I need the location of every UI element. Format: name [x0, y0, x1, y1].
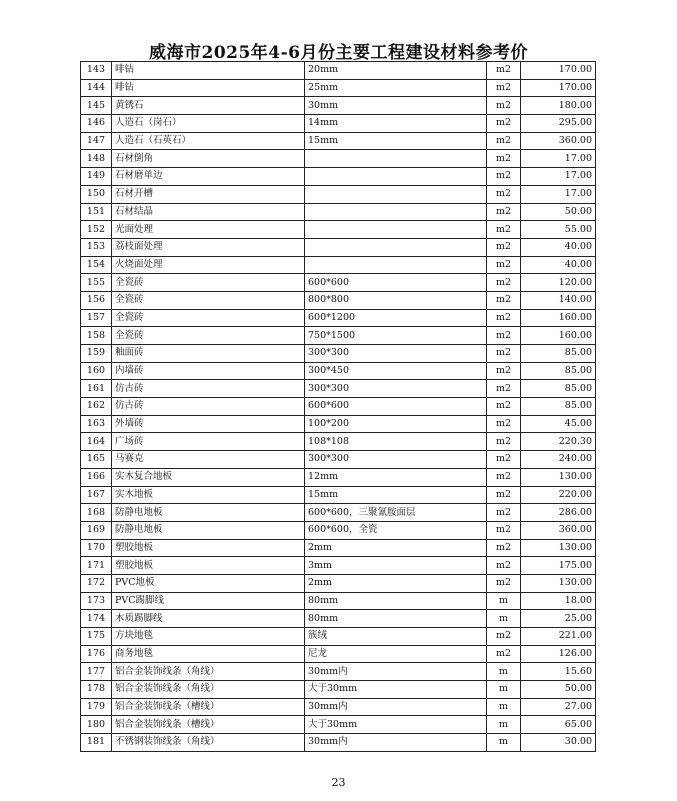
material-name-cell: 马赛克 [112, 451, 305, 469]
table-row [81, 468, 596, 486]
unit-cell: m2 [487, 415, 521, 433]
specification-cell: 25mm [305, 79, 487, 97]
unit-cell: m2 [487, 97, 521, 115]
material-name-cell: 塑胶地板 [112, 539, 305, 557]
table-row [81, 592, 596, 610]
material-name-cell: 火烧面处理 [112, 256, 305, 274]
item-number-cell: 170 [81, 539, 112, 557]
specification-cell: 30mm [305, 97, 487, 115]
table-row [81, 521, 596, 539]
table-row [81, 734, 596, 752]
item-number-cell: 143 [81, 62, 112, 80]
specification-cell: 尼龙 [305, 645, 487, 663]
material-name-cell: 商务地毯 [112, 645, 305, 663]
material-name-cell: 全瓷砖 [112, 291, 305, 309]
material-name-cell: 仿古砖 [112, 380, 305, 398]
material-name-cell: 石材磨单边 [112, 168, 305, 186]
table-row [81, 291, 596, 309]
specification-cell: 300*300 [305, 380, 487, 398]
table-row [81, 451, 596, 469]
table-row [81, 716, 596, 734]
specification-cell: 30mm内 [305, 663, 487, 681]
material-name-cell: 方块地毯 [112, 628, 305, 646]
table-row [81, 97, 596, 115]
reference-price-cell: 170.00 [521, 62, 596, 80]
item-number-cell: 157 [81, 309, 112, 327]
unit-cell: m2 [487, 115, 521, 133]
specification-cell [305, 256, 487, 274]
material-name-cell: 全瓷砖 [112, 327, 305, 345]
unit-cell: m [487, 716, 521, 734]
unit-cell: m2 [487, 203, 521, 221]
item-number-cell: 172 [81, 574, 112, 592]
table-row [81, 398, 596, 416]
table-row [81, 132, 596, 150]
material-name-cell: 实木地板 [112, 486, 305, 504]
specification-cell: 2mm [305, 539, 487, 557]
unit-cell: m2 [487, 238, 521, 256]
specification-cell [305, 238, 487, 256]
material-name-cell: 塑胶地板 [112, 557, 305, 575]
table-row [81, 415, 596, 433]
reference-price-cell: 170.00 [521, 79, 596, 97]
item-number-cell: 156 [81, 291, 112, 309]
material-name-cell: 铝合金装饰线条（角线） [112, 681, 305, 699]
material-name-cell: 铝合金装饰线条（角线） [112, 663, 305, 681]
item-number-cell: 174 [81, 610, 112, 628]
table-row [81, 256, 596, 274]
unit-cell: m2 [487, 451, 521, 469]
specification-cell: 80mm [305, 610, 487, 628]
reference-price-cell: 85.00 [521, 362, 596, 380]
material-name-cell: 仿古砖 [112, 398, 305, 416]
unit-cell: m2 [487, 380, 521, 398]
reference-price-cell: 140.00 [521, 291, 596, 309]
material-name-cell: 外墙砖 [112, 415, 305, 433]
specification-cell: 12mm [305, 468, 487, 486]
table-row [81, 698, 596, 716]
reference-price-cell: 55.00 [521, 221, 596, 239]
unit-cell: m [487, 681, 521, 699]
reference-price-cell: 85.00 [521, 380, 596, 398]
price-table [80, 61, 596, 752]
specification-cell: 800*800 [305, 291, 487, 309]
reference-price-cell: 160.00 [521, 309, 596, 327]
table-row [81, 380, 596, 398]
reference-price-cell: 286.00 [521, 504, 596, 522]
reference-price-cell: 45.00 [521, 415, 596, 433]
table-row [81, 557, 596, 575]
unit-cell: m2 [487, 433, 521, 451]
material-name-cell: 釉面砖 [112, 345, 305, 363]
table-row [81, 238, 596, 256]
specification-cell [305, 203, 487, 221]
table-row [81, 628, 596, 646]
reference-price-cell: 65.00 [521, 716, 596, 734]
item-number-cell: 144 [81, 79, 112, 97]
item-number-cell: 149 [81, 168, 112, 186]
unit-cell: m2 [487, 362, 521, 380]
reference-price-cell: 360.00 [521, 132, 596, 150]
material-name-cell: 黄锈石 [112, 97, 305, 115]
item-number-cell: 169 [81, 521, 112, 539]
unit-cell: m2 [487, 79, 521, 97]
unit-cell: m2 [487, 504, 521, 522]
page-title: 威海市2025年4-6月份主要工程建设材料参考价 [148, 43, 529, 63]
specification-cell: 大于30mm [305, 681, 487, 699]
unit-cell: m2 [487, 645, 521, 663]
material-name-cell: PVC地板 [112, 574, 305, 592]
material-name-cell: 实木复合地板 [112, 468, 305, 486]
unit-cell: m2 [487, 521, 521, 539]
reference-price-cell: 175.00 [521, 557, 596, 575]
table-row [81, 433, 596, 451]
unit-cell: m2 [487, 132, 521, 150]
table-row [81, 539, 596, 557]
reference-price-cell: 130.00 [521, 574, 596, 592]
specification-cell: 600*600，三聚氰胺面层 [305, 504, 487, 522]
material-name-cell: 光面处理 [112, 221, 305, 239]
item-number-cell: 166 [81, 468, 112, 486]
unit-cell: m2 [487, 398, 521, 416]
reference-price-cell: 50.00 [521, 203, 596, 221]
unit-cell: m2 [487, 256, 521, 274]
table-row [81, 504, 596, 522]
item-number-cell: 164 [81, 433, 112, 451]
unit-cell: m2 [487, 628, 521, 646]
reference-price-cell: 17.00 [521, 168, 596, 186]
reference-price-cell: 120.00 [521, 274, 596, 292]
material-name-cell: 石材开槽 [112, 185, 305, 203]
table-row [81, 115, 596, 133]
item-number-cell: 154 [81, 256, 112, 274]
reference-price-cell: 30.00 [521, 734, 596, 752]
specification-cell: 108*108 [305, 433, 487, 451]
unit-cell: m [487, 610, 521, 628]
unit-cell: m2 [487, 309, 521, 327]
specification-cell: 600*600 [305, 274, 487, 292]
material-name-cell: 广场砖 [112, 433, 305, 451]
item-number-cell: 147 [81, 132, 112, 150]
material-name-cell: 全瓷砖 [112, 309, 305, 327]
specification-cell: 3mm [305, 557, 487, 575]
material-name-cell: 防静电地板 [112, 504, 305, 522]
material-name-cell: 石材结晶 [112, 203, 305, 221]
unit-cell: m2 [487, 274, 521, 292]
reference-price-cell: 27.00 [521, 698, 596, 716]
item-number-cell: 165 [81, 451, 112, 469]
specification-cell: 30mm内 [305, 734, 487, 752]
specification-cell: 30mm内 [305, 698, 487, 716]
reference-price-cell: 126.00 [521, 645, 596, 663]
material-name-cell: 人造石（石英石） [112, 132, 305, 150]
item-number-cell: 150 [81, 185, 112, 203]
reference-price-cell: 240.00 [521, 451, 596, 469]
material-name-cell: 内墙砖 [112, 362, 305, 380]
reference-price-cell: 40.00 [521, 238, 596, 256]
reference-price-cell: 50.00 [521, 681, 596, 699]
table-row [81, 681, 596, 699]
material-name-cell: 石材倒角 [112, 150, 305, 168]
item-number-cell: 175 [81, 628, 112, 646]
table-row [81, 221, 596, 239]
item-number-cell: 181 [81, 734, 112, 752]
material-name-cell: 啡钻 [112, 79, 305, 97]
item-number-cell: 173 [81, 592, 112, 610]
specification-cell: 300*450 [305, 362, 487, 380]
reference-price-cell: 360.00 [521, 521, 596, 539]
material-name-cell: 防静电地板 [112, 521, 305, 539]
table-row [81, 274, 596, 292]
reference-price-cell: 15.60 [521, 663, 596, 681]
reference-price-cell: 220.00 [521, 486, 596, 504]
unit-cell: m2 [487, 574, 521, 592]
item-number-cell: 145 [81, 97, 112, 115]
reference-price-cell: 220.30 [521, 433, 596, 451]
table-row [81, 203, 596, 221]
item-number-cell: 158 [81, 327, 112, 345]
unit-cell: m2 [487, 327, 521, 345]
specification-cell: 750*1500 [305, 327, 487, 345]
table-row [81, 185, 596, 203]
item-number-cell: 153 [81, 238, 112, 256]
material-name-cell: 全瓷砖 [112, 274, 305, 292]
table-row [81, 150, 596, 168]
specification-cell: 大于30mm [305, 716, 487, 734]
item-number-cell: 171 [81, 557, 112, 575]
unit-cell: m2 [487, 557, 521, 575]
specification-cell: 300*300 [305, 345, 487, 363]
unit-cell: m2 [487, 150, 521, 168]
material-name-cell: 铝合金装饰线条（槽线） [112, 698, 305, 716]
unit-cell: m [487, 663, 521, 681]
table-row [81, 610, 596, 628]
specification-cell [305, 185, 487, 203]
specification-cell: 20mm [305, 62, 487, 80]
reference-price-cell: 160.00 [521, 327, 596, 345]
table-row [81, 309, 596, 327]
reference-price-cell: 130.00 [521, 539, 596, 557]
item-number-cell: 160 [81, 362, 112, 380]
table-row [81, 79, 596, 97]
item-number-cell: 177 [81, 663, 112, 681]
unit-cell: m [487, 698, 521, 716]
table-row [81, 168, 596, 186]
unit-cell: m2 [487, 291, 521, 309]
material-name-cell: 铝合金装饰线条（槽线） [112, 716, 305, 734]
reference-price-cell: 295.00 [521, 115, 596, 133]
unit-cell: m2 [487, 168, 521, 186]
specification-cell: 15mm [305, 486, 487, 504]
material-name-cell: 人造石（岗石） [112, 115, 305, 133]
table-row [81, 663, 596, 681]
reference-price-cell: 180.00 [521, 97, 596, 115]
item-number-cell: 168 [81, 504, 112, 522]
item-number-cell: 151 [81, 203, 112, 221]
item-number-cell: 161 [81, 380, 112, 398]
table-row [81, 327, 596, 345]
unit-cell: m2 [487, 539, 521, 557]
reference-price-cell: 85.00 [521, 345, 596, 363]
reference-price-cell: 18.00 [521, 592, 596, 610]
reference-price-cell: 85.00 [521, 398, 596, 416]
unit-cell: m2 [487, 62, 521, 80]
specification-cell: 80mm [305, 592, 487, 610]
unit-cell: m2 [487, 345, 521, 363]
item-number-cell: 152 [81, 221, 112, 239]
unit-cell: m2 [487, 221, 521, 239]
material-name-cell: 荔枝面处理 [112, 238, 305, 256]
table-row [81, 645, 596, 663]
item-number-cell: 163 [81, 415, 112, 433]
item-number-cell: 167 [81, 486, 112, 504]
reference-price-cell: 40.00 [521, 256, 596, 274]
unit-cell: m2 [487, 486, 521, 504]
material-name-cell: 木质踢脚线 [112, 610, 305, 628]
specification-cell: 2mm [305, 574, 487, 592]
specification-cell [305, 168, 487, 186]
unit-cell: m2 [487, 185, 521, 203]
specification-cell: 300*300 [305, 451, 487, 469]
specification-cell [305, 150, 487, 168]
item-number-cell: 178 [81, 681, 112, 699]
specification-cell: 15mm [305, 132, 487, 150]
item-number-cell: 180 [81, 716, 112, 734]
reference-price-cell: 221.00 [521, 628, 596, 646]
page-number: 23 [331, 776, 346, 789]
reference-price-cell: 17.00 [521, 150, 596, 168]
table-row [81, 362, 596, 380]
reference-price-cell: 25.00 [521, 610, 596, 628]
unit-cell: m [487, 734, 521, 752]
item-number-cell: 176 [81, 645, 112, 663]
specification-cell: 100*200 [305, 415, 487, 433]
table-row [81, 345, 596, 363]
reference-price-cell: 17.00 [521, 185, 596, 203]
unit-cell: m2 [487, 468, 521, 486]
unit-cell: m [487, 592, 521, 610]
material-name-cell: PVC踢脚线 [112, 592, 305, 610]
table-row [81, 486, 596, 504]
specification-cell: 14mm [305, 115, 487, 133]
reference-price-cell: 130.00 [521, 468, 596, 486]
specification-cell: 簇绒 [305, 628, 487, 646]
table-row [81, 574, 596, 592]
specification-cell: 600*1200 [305, 309, 487, 327]
item-number-cell: 155 [81, 274, 112, 292]
table-row [81, 62, 596, 80]
price-table-body [81, 62, 596, 752]
specification-cell [305, 221, 487, 239]
item-number-cell: 179 [81, 698, 112, 716]
item-number-cell: 146 [81, 115, 112, 133]
specification-cell: 600*600，全瓷 [305, 521, 487, 539]
material-name-cell: 不锈钢装饰线条（角线） [112, 734, 305, 752]
item-number-cell: 159 [81, 345, 112, 363]
specification-cell: 600*600 [305, 398, 487, 416]
item-number-cell: 162 [81, 398, 112, 416]
item-number-cell: 148 [81, 150, 112, 168]
material-name-cell: 啡钻 [112, 62, 305, 80]
